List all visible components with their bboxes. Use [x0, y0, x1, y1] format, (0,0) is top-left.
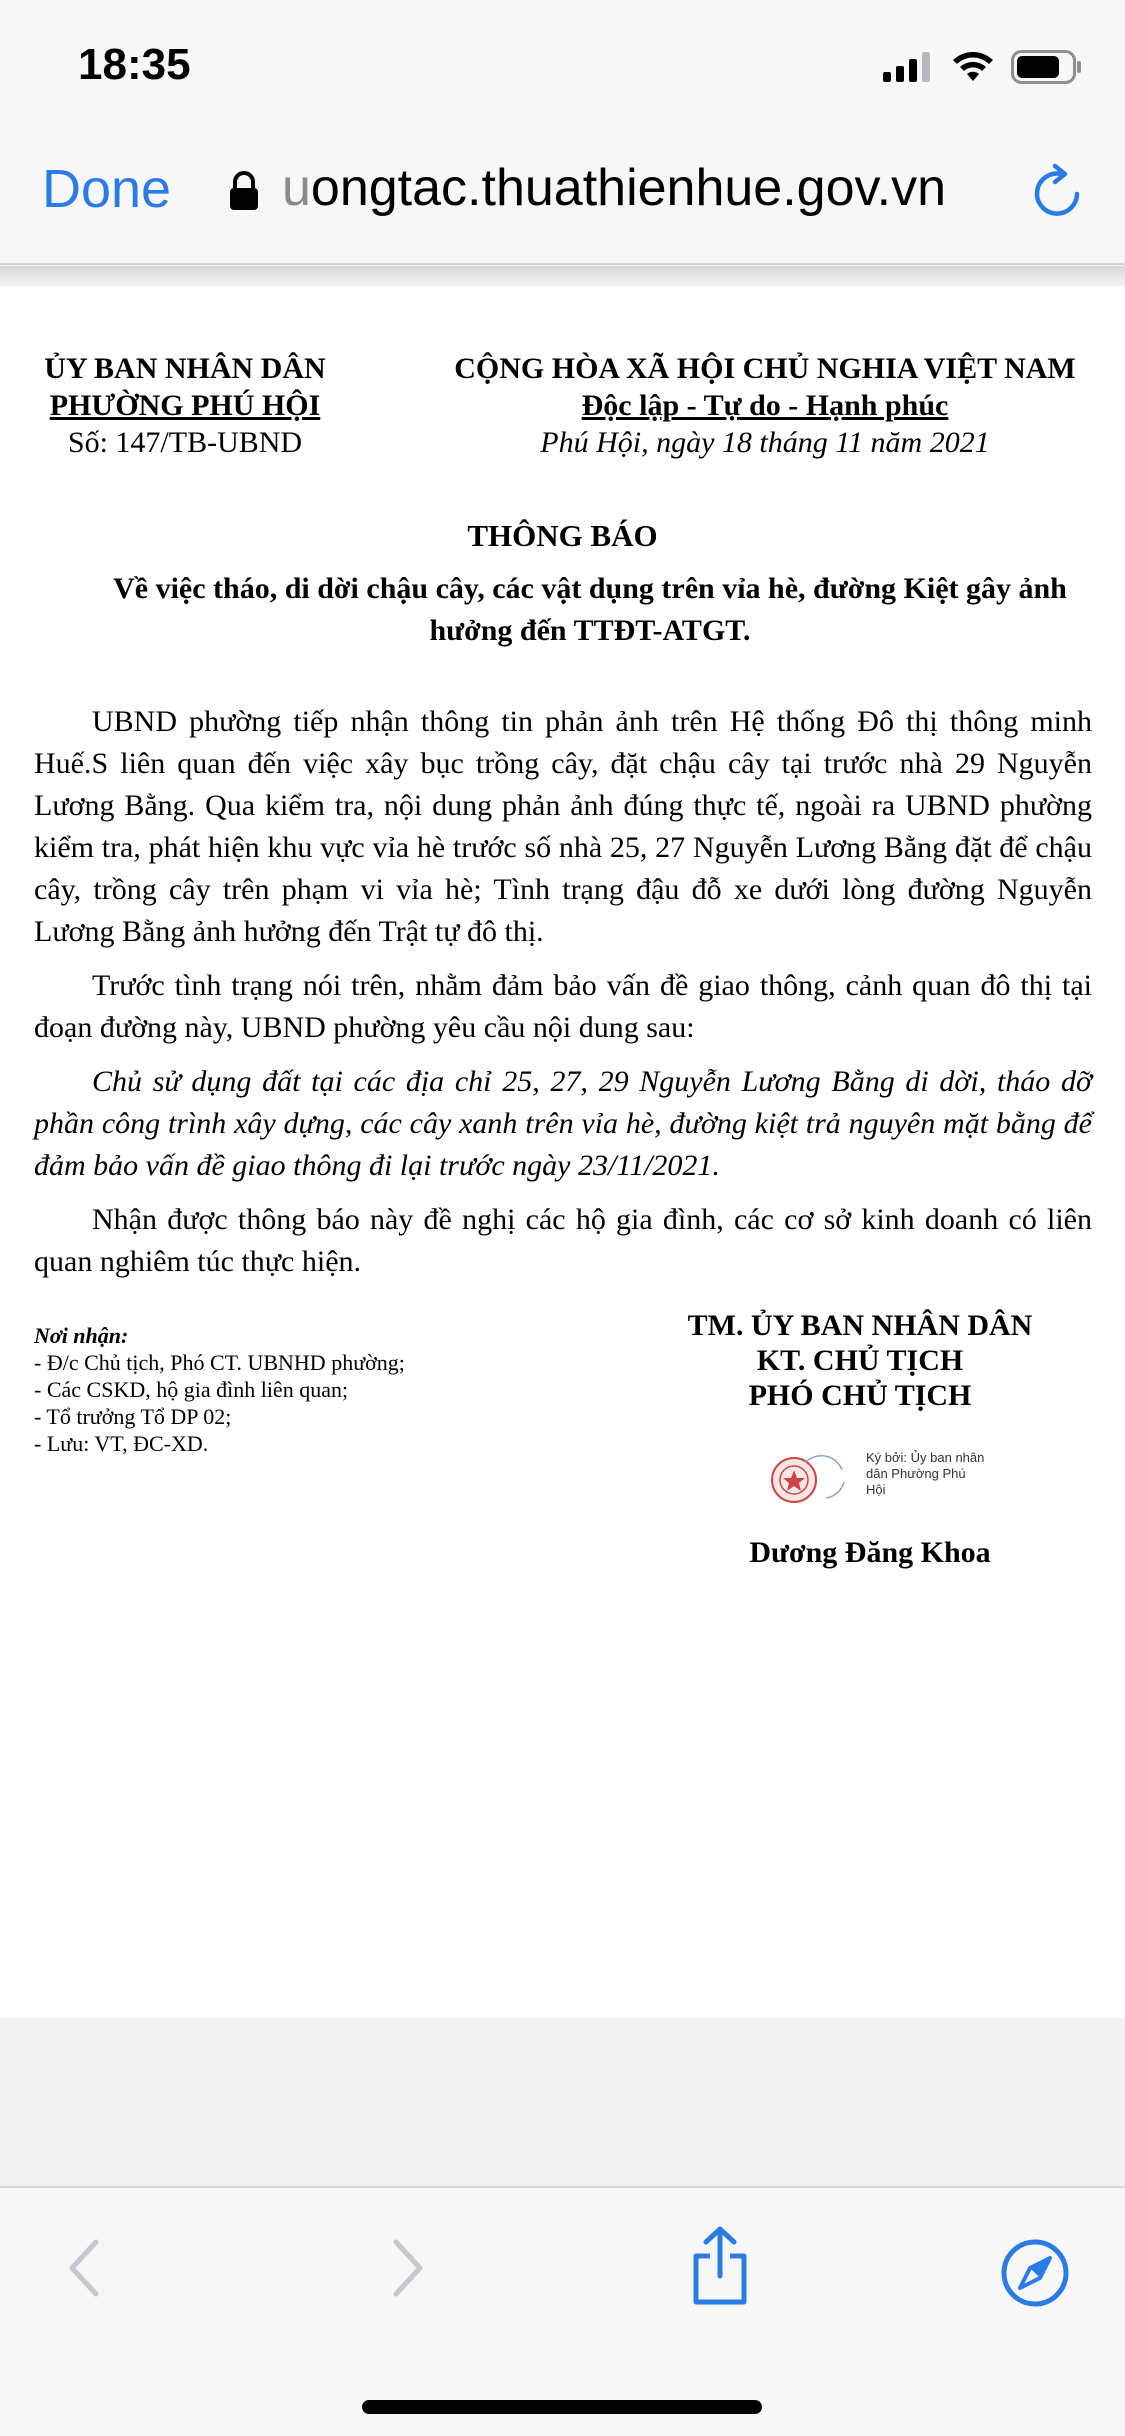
body-paragraph: Chủ sử dụng đất tại các địa chỉ 25, 27, 29 Nguyễn Lương Bằng di dời, tháo dỡ phần công trình xây dựng, các cây xanh trên vỉa hè, đường kiệt trả nguyên mặt bằng để đảm bảo vấn đề giao thông đi lại trước ngày 23/11/2021. — [34, 1065, 1092, 1182]
bottom-toolbar — [0, 2186, 1125, 2436]
notice-body — [34, 701, 1092, 1295]
recipients-block — [34, 1322, 554, 1457]
org-line-2: PHƯỜNG PHÚ HỘI — [49, 389, 321, 422]
status-time: 18:35 — [78, 40, 191, 89]
recipient-item: - Lưu: VT, ĐC-XD. — [34, 1431, 209, 1456]
url-faded-prefix: u — [282, 159, 311, 217]
body-paragraph: UBND phường tiếp nhận thông tin phản ảnh trên Hệ thống Đô thị thông minh Huế.S liên quan đến việc xây bục trồng cây, đặt chậu cây tại trước nhà 29 Nguyễn Lương Bằng. Qua kiểm tra, nội dung phản ảnh đúng thực tế, ngoài ra UBND phường kiểm tra, phát hiện khu vực vỉa hè trước số nhà 25, 27 Nguyễn Lương Bằng đặt để chậu cây, trồng cây trên phạm vi vỉa hè; Tình trạng đậu đỗ xe dưới lòng đường Nguyễn Lương Bằng ảnh hưởng đến Trật tự đô thị. — [34, 705, 1092, 948]
share-icon[interactable] — [688, 2226, 752, 2306]
org-line-1: ỦY BAN NHÂN DÂN — [44, 352, 326, 385]
status-icons — [883, 50, 1083, 84]
compass-icon[interactable] — [1000, 2238, 1070, 2308]
doc-number: Số: 147/TB-UBND — [67, 426, 303, 459]
digital-signature-stamp — [766, 1448, 1016, 1518]
home-indicator[interactable] — [362, 2400, 762, 2414]
sign-line-2: KT. CHỦ TỊCH — [756, 1344, 964, 1377]
recipient-item: - Đ/c Chủ tịch, Phó CT. UBNHD phường; — [34, 1350, 405, 1375]
nation-line-2: Độc lập - Tự do - Hạnh phúc — [581, 389, 949, 422]
battery-icon — [1011, 50, 1083, 84]
cellular-signal-icon — [883, 52, 935, 82]
signer-name: Dương Đăng Khoa — [749, 1536, 991, 1569]
forward-icon[interactable] — [388, 2236, 428, 2300]
done-button[interactable]: Done — [42, 159, 172, 219]
body-paragraph: Nhận được thông báo này đề nghị các hộ gia đình, các cơ sở kinh doanh có liên quan nghiêm túc thực hiện. — [34, 1203, 1092, 1278]
recipient-item: - Các CSKD, hộ gia đình liên quan; — [34, 1377, 349, 1402]
wifi-icon — [951, 51, 995, 83]
nation-line-1: CỘNG HÒA XÃ HỘI CHỦ NGHIA VIỆT NAM — [454, 352, 1076, 385]
recipient-item: - Tổ trưởng Tổ DP 02; — [34, 1404, 232, 1429]
reload-icon[interactable] — [1029, 162, 1085, 222]
org-header — [30, 350, 340, 461]
back-icon[interactable] — [64, 2236, 104, 2300]
seal-icon — [766, 1448, 856, 1512]
sign-line-1: TM. ỦY BAN NHÂN DÂN — [687, 1309, 1033, 1342]
notice-title: THÔNG BÁO — [467, 518, 658, 553]
sign-line-3: PHÓ CHỦ TỊCH — [748, 1379, 972, 1412]
address-bar[interactable] — [282, 158, 946, 218]
url-text: ongtac.thuathienhue.gov.vn — [310, 159, 947, 217]
notice-subject: Về việc tháo, di dời chậu cây, các vật dụng trên vỉa hè, đường Kiệt gây ảnh hưởng đến TTĐT-ATGT. — [113, 572, 1067, 647]
stamp-text: Ký bởi: Ủy ban nhân dân Phường Phú Hội — [866, 1450, 985, 1497]
body-paragraph: Trước tình trạng nói trên, nhằm đảm bảo vấn đề giao thông, cảnh quan đô thị tại đoạn đường này, UBND phường yêu cầu nội dung sau: — [34, 969, 1092, 1044]
browser-navbar — [0, 130, 1125, 265]
navbar-shadow — [0, 266, 1125, 286]
recipients-title: Nơi nhận: — [34, 1323, 129, 1348]
signature-block — [640, 1308, 1080, 1413]
status-bar — [0, 0, 1125, 130]
document-page — [0, 286, 1125, 2018]
lock-icon — [228, 170, 260, 212]
date-line: Phú Hội, ngày 18 tháng 11 năm 2021 — [540, 426, 990, 459]
nation-header — [430, 350, 1100, 461]
